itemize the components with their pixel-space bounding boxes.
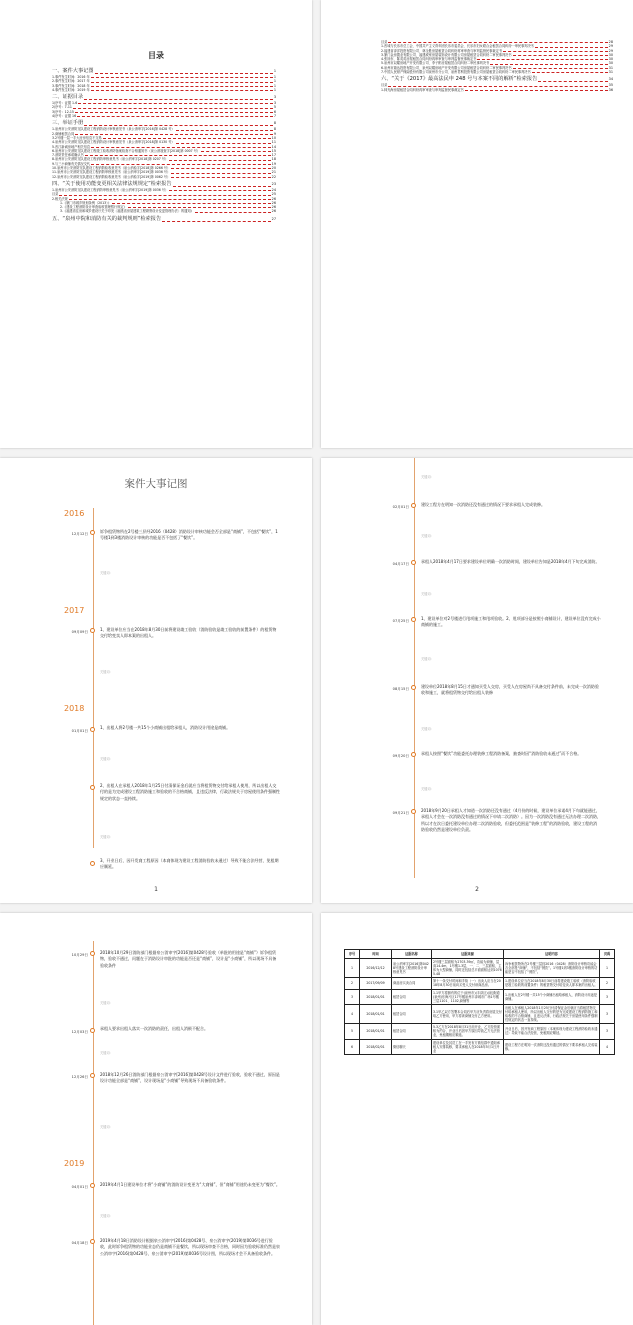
toc-page-number: 1: [273, 83, 276, 88]
keyword-note: 关键词:: [421, 534, 432, 538]
toc-entry-label: 一、案件大事记图: [52, 68, 94, 74]
toc-page-number: 31: [608, 70, 613, 75]
event-text: 承租人2018年4月17日要求建设单位明确一次消防时间，建设单位告知是2018年4月下旬完成消防。: [421, 559, 600, 564]
toc-entry-label: 2.《建设工程消防设计审查验收管理暂行规定》: [60, 205, 127, 210]
event-date: 12月03日: [71, 1030, 88, 1034]
toc-item[interactable]: [381, 70, 613, 74]
toc-leader-dots: [91, 90, 273, 91]
event-text: 承租人要求出租人落实一次消防的责任，出租人消极不配合。: [100, 1026, 208, 1031]
event-date: 04月01日: [71, 1185, 88, 1189]
timeline-page-3: [0, 913, 312, 1325]
table-row: [345, 1004, 615, 1023]
table-cell-name: 商品房买卖合同: [392, 978, 432, 989]
toc-section[interactable]: [52, 68, 276, 75]
toc-leader-dots: [477, 59, 607, 60]
toc-entry-label: 7.中国人民财产保险股份有限公司泉州市分公司、泉州君利投资有限公司房屋租赁合同纠纷二审民事判决书: [381, 70, 531, 75]
toc-leader-dots: [535, 47, 608, 48]
table-cell-content: 诉争租赁物所在2号楼三层经2016（0428）消防设计审核功能会否全部是“商铺”，不包括“餐饮”。1号楼1到3楼消防设计审核的功能是否不包括了“餐饮”。: [504, 959, 600, 978]
table-cell-content: 建设工程方在明知一次消防还没有通过的情况下要求承租人完成装修。: [504, 1039, 600, 1054]
table-cell-content: 开业日后，因开发商工程原因（本案体现为建设工程消防验收未通过）导致不能合法经营，免租期应顺延。: [504, 1024, 600, 1039]
toc-entry-label: 11.泉州市公安消防支队建设工程消防审核意见书（泉公消审字[2019]第 0036 号）: [52, 170, 171, 175]
table-row: [345, 959, 615, 978]
keyword-note: 关键词:: [421, 727, 432, 731]
toc-leader-dots: [73, 108, 273, 109]
event-date: 07月25日: [392, 619, 409, 623]
event-date: 09月20日: [392, 754, 409, 758]
table-cell-time: 2018/01/01: [360, 1004, 392, 1023]
timeline-dot: [90, 861, 95, 866]
column-header: 时间: [360, 950, 392, 959]
toc-entry-label: 二、证据目录: [52, 94, 84, 101]
table-row: [345, 978, 615, 989]
event-text: 2018年9月20日承租人才知道一次消防还没有通过（4月份的时候，建设单位承诺4月下旬就能通过，承租人才会在一次消防没有通过的情况下申请二次消防）。因为一次消防没有通过无法办理二次消防，所以才在次日委托建设单位办理二次消防验收，但委托范围是“装修工程”的消防验收，建设工程的消防验收仍然是建设单位负责。: [421, 808, 601, 832]
toc-leader-dots: [75, 112, 273, 113]
page-number: 1: [154, 886, 158, 893]
table-cell-source: 1.1甲方将拥有的位于(泉州市)(丰泽区)(泉]街道(泉州)东海片区17号楼泉州丰泽城市广场1号楼三层1101、1102,商铺等: [432, 989, 504, 1004]
timeline-dot: [411, 809, 416, 814]
keyword-note: 关键词:: [100, 1214, 111, 1218]
toc-leader-dots: [388, 86, 607, 87]
toc-page-number: 8: [273, 121, 276, 126]
year-2017: 2017: [64, 606, 85, 615]
event-text: 2018年12月26日消防部门根据泉公消审字[2016]第0428号设计文件进行验收，验收不通过，原因是设计功能全部是“商铺”，设计现场是“小商铺”导致现场不具备验收条件。: [100, 1072, 280, 1084]
timeline-page-2: [321, 458, 633, 903]
event-text: 3、开业日后，因开发商工程原因（本商体现为建设工程消防验收未通过）导致不能合法经营，免租期应顺延。: [100, 858, 279, 870]
event-text: 1、出租人将2号楼一共15个小商铺出租给承租人，消防设计用途是商铺。: [100, 725, 231, 730]
table-cell-content: 1.出租人在2号楼一共15个小商铺出租给承租人，消防设计用途是商铺。: [504, 989, 600, 1004]
timeline-dot: [411, 503, 416, 508]
toc-entry-label: 4.张扬东、陈英英房屋租赁合同纠纷再审审查与审判监督民事裁定书: [381, 57, 477, 62]
toc-leader-dots: [513, 55, 608, 56]
column-header: 证明内容: [504, 950, 600, 959]
toc-entry-label: 3.《福建省住房和城乡建设厅关于印发〈福建省房屋建筑工程勘察设计变更管理办法〉的通知》: [60, 209, 194, 214]
toc-entry-label: 3.2号楼一层一手大房房信息不交易: [52, 135, 102, 140]
toc-entry-label: 3.厦门金房置业有限公司、福建威家房屋装饰设计有限公司房屋租赁合同纠纷二审民事判决书: [381, 52, 512, 57]
toc-page-number: 22: [271, 174, 276, 179]
toc-leader-dots: [513, 68, 608, 69]
toc-leader-dots: [91, 77, 273, 78]
toc-leader-dots: [171, 168, 270, 169]
table-cell-no: 5: [345, 1024, 360, 1039]
toc-leader-dots: [176, 130, 273, 131]
toc-leader-dots: [490, 64, 607, 65]
toc-title: 目录: [148, 51, 164, 60]
table-cell-source: 建设单位及其员工在一手发布方微信群中通知承租人安排装修，要求承租人在2018年5月1日开业: [432, 1039, 504, 1054]
toc-page-number: 20: [271, 166, 276, 171]
table-cell-source: 2号楼三层面积为2703.39㎡，功能为商铺，层高14.4m，1号楼1-3层，一、二、三层面积，主体为大型商铺，同时还包括总平面面积达到10765.48: [433, 960, 502, 977]
toc-entry-label: 目录: [381, 40, 388, 44]
toc-entry-label: 1.《厦门市城乡规划条例（2013）》: [60, 200, 111, 205]
year-2019: 2019: [64, 1159, 85, 1168]
toc-page-number: 11: [271, 140, 276, 145]
toc-leader-dots: [171, 173, 270, 174]
table-cell-time: 2017/09/09: [360, 978, 392, 989]
toc-leader-dots: [465, 90, 608, 91]
timeline-title: 案件大事记图: [124, 478, 188, 490]
toc-leader-dots: [91, 86, 273, 87]
table-cell-source: 5.3乙方在2018年8月31日前开业，乙方经营面积为约合，开业日后因甲方原因导致乙方无法营业，免租期相应顺延。: [432, 1024, 504, 1039]
table-cell-source: 3.1甲乙双方签署本合同后甲方应负责将房屋交付给乙方使用，甲方将该商铺交付乙方使用。: [432, 1004, 504, 1023]
event-date: 04月17日: [392, 562, 409, 566]
toc-section[interactable]: [52, 94, 276, 101]
toc-page-number: 1: [273, 79, 276, 84]
toc-page-number: 14: [271, 144, 276, 149]
timeline-dot: [90, 1073, 95, 1078]
toc-leader-dots: [538, 81, 607, 82]
toc-entry-label: 2.事件发生时间：2017 年: [52, 79, 90, 84]
table-cell-no: 1: [345, 959, 360, 978]
toc-leader-dots: [75, 134, 273, 135]
toc-page-number: 30: [608, 52, 613, 57]
toc-entry-label: 四、“关于使用功能变更相关法律法规规定”检索报告: [52, 180, 172, 187]
toc-page-number: 26: [271, 205, 276, 210]
toc-page-number: 1: [273, 75, 276, 79]
toc-entry-label: 4/序号：证据 16: [52, 114, 77, 119]
toc-leader-dots: [91, 82, 273, 83]
toc-entry-label: 3.事件发生时间：2018 年: [52, 83, 90, 88]
timeline-page-1: [0, 458, 312, 903]
keyword-note: 关键词:: [421, 475, 432, 479]
event-text: 承租人按照“餐饮”功能委托办理装修工程消防备案，抽查时因“消防验收未通过”而不合格。: [421, 751, 582, 756]
keyword-note: 关键词:: [421, 657, 432, 661]
keyword-note: 关键词:: [100, 1125, 111, 1129]
toc-page-number: 26: [271, 200, 276, 205]
toc-list: [52, 66, 276, 223]
toc-entry-label: 7.消防责任承诺确认书: [52, 153, 84, 158]
toc-page-number: 24: [271, 187, 276, 192]
timeline-dot: [90, 727, 95, 732]
toc-page-number: 8: [273, 127, 276, 132]
toc-entry-label: 1.泉州市公安消防支队建设工程消防设计审核意见书（泉公消审字[2016]第 0428 号）: [52, 127, 175, 132]
table-cell-no: 6: [345, 1039, 360, 1054]
timeline-dot: [90, 1239, 95, 1244]
toc-page-number: 21: [271, 170, 276, 175]
table-cell-page: 1: [600, 959, 615, 978]
timeline-axis: [414, 458, 415, 878]
toc-page-2: [321, 0, 633, 448]
toc-leader-dots: [195, 212, 271, 213]
toc-leader-dots: [162, 221, 271, 222]
timeline-dot: [90, 951, 95, 956]
toc-page-number: 29: [608, 48, 613, 53]
toc-page-number: 31: [608, 65, 613, 70]
toc-section[interactable]: [52, 181, 276, 188]
toc-page-number: 3: [273, 101, 276, 106]
toc-entry-label: 3/序号：12-15: [52, 109, 74, 114]
table-cell-name: 微信聊天: [392, 1039, 432, 1054]
toc-leader-dots: [532, 72, 608, 73]
keyword-note: 关键词:: [100, 1051, 111, 1055]
toc-entry-label: 1/序号：证据 1-6: [52, 101, 78, 106]
toc-leader-dots: [91, 164, 271, 165]
table-cell-content: 1.建设单位应当在2018年8月30日前将建设竣工验收（消防验收是竣工验收的前置条件）的租赁物交付给变卖人即本案的出租人。: [504, 978, 600, 989]
table-cell-page: 3: [600, 1004, 615, 1023]
keyword-note: 关键词:: [100, 757, 111, 761]
timeline-dot: [90, 628, 95, 633]
table-cell-time: 2018/01/01: [360, 1024, 392, 1039]
toc-leader-dots: [169, 190, 270, 191]
event-text: 1、建设单位应当在2018年8月30日前将建设竣工验收（消防验收是竣工验收的前置条件）的租赁物交付给变卖人即本案的出租人。: [100, 627, 277, 639]
event-text: 建设单位2018年8月15日才通知买受人交房，买受人在房屋尚不具备交付条件前，未完成一次消防验收和施工，就将租赁物交付给出租人装修: [421, 684, 599, 696]
keyword-note: 关键词:: [100, 571, 111, 575]
keyword-note: 关键词:: [421, 592, 432, 596]
toc-entry-label: 六、“关于《2017》最高法民申 248 号与本案不同的解析”检索报告: [381, 76, 538, 83]
toc-page-number: 34: [608, 77, 613, 82]
event-text: 诉争租赁物所在2号楼三层经2016（0428）消防设计审核功能会否全部是“商铺”，不包括“餐饮”，1号楼1到3楼消防设计审核的功能是否不包括了“餐饮”。: [100, 529, 278, 541]
toc-leader-dots: [503, 51, 608, 52]
toc-entry-label: 6.泉州市公安消防支队建设工程竣工验收消防备案检查不合格通知书（泉公消竣查字[2018]第 0007 号）: [52, 148, 201, 153]
toc-page-number: 1: [273, 69, 276, 73]
table-cell-name: 租赁合同: [392, 1024, 432, 1039]
toc-entry-label: 4.事件发生时间：2019 年: [52, 87, 90, 92]
table-cell-content: 出租人在承租人2018年1月25日付清保证金后就应当将租赁物交付给承租人使用，所以出租人交付的是为完成建设工程消防施工和验收的不合格商铺，且违反法律，行政法规关于房屋使用条件强制性规定的状态一直持续。: [504, 1004, 600, 1023]
toc-leader-dots: [176, 143, 271, 144]
toc-item[interactable]: [52, 209, 276, 213]
year-2016: 2016: [64, 509, 85, 518]
toc-entry-label: 目录: [381, 83, 388, 88]
table-row: [345, 989, 615, 1004]
toc-entry-label: 2.相关法规: [52, 196, 68, 201]
table-cell-no: 3: [345, 989, 360, 1004]
toc-page-number: 30: [608, 61, 613, 66]
toc-item[interactable]: [52, 114, 276, 118]
table-cell-page: 2: [600, 978, 615, 989]
toc-page-number: 29: [608, 44, 613, 49]
toc-entry-label: 三、举证手册: [52, 120, 84, 127]
table-cell-time: 2016/12/12: [360, 959, 392, 978]
toc-page-number: 5: [273, 105, 276, 110]
table-cell-page: 4: [600, 1039, 615, 1054]
toc-page-number: 23: [271, 181, 276, 186]
toc-page-number: 9: [273, 131, 276, 136]
toc-entry-label: 12.泉州市公安消防支队建设工程消防验收意见书（泉公消验字[2019]第 0062 号）: [52, 174, 171, 179]
column-header: 页码: [600, 950, 615, 959]
timeline-dot: [90, 1183, 95, 1188]
toc-leader-dots: [77, 116, 273, 117]
page-number: 2: [475, 886, 479, 893]
toc-section[interactable]: [381, 76, 613, 83]
column-header: 证据来源: [432, 950, 504, 959]
toc-leader-dots: [95, 73, 273, 74]
event-date: 12月12日: [71, 532, 88, 536]
toc-leader-dots: [59, 195, 270, 196]
toc-leader-dots: [78, 103, 273, 104]
toc-entry-label: 4.泉州市公安消防支队建设工程消防设计审核意见书（泉公消审字[2018]第 0130 号）: [52, 140, 175, 145]
event-date: 12月26日: [71, 1075, 88, 1079]
toc-page-number: 36: [608, 87, 613, 92]
toc-entry-label: 1.晋城与长乐市总工会、中国共产主义青年团长乐市委员会、长乐市妇女联合会租赁合同纠纷一审民事判决书: [381, 44, 534, 49]
keyword-note: 关键词:: [100, 1001, 111, 1005]
toc-page-number: 19: [271, 161, 276, 166]
toc-item[interactable]: [52, 88, 276, 92]
toc-leader-dots: [201, 151, 271, 152]
table-cell-source: 第十一条交付时间和手续（一）出卖人应当在2018年8月30日前向买受人交付该商品房。: [432, 978, 504, 989]
timeline-dot: [411, 752, 416, 757]
event-date: 04月18日: [71, 1241, 88, 1245]
toc-entry-label: 9.与三小商铺有关情况交代: [52, 161, 91, 166]
keyword-note: 关键词:: [100, 835, 111, 839]
toc-entry-label: 1.事件发生时间：2016 年: [52, 75, 90, 79]
toc-entry-label: 10.泉州市公安消防支队建设工程消防验收意见书（泉公消验字[2018]第 0266 号）: [52, 166, 171, 171]
evidence-table: [344, 949, 615, 1055]
event-date: 09月21日: [392, 811, 409, 815]
timeline-dot: [411, 617, 416, 622]
toc-entry-label: 8.泉州市公安消防支队建设工程消防审核意见书（泉公消审字[2018]第 0207 号）: [52, 157, 169, 162]
toc-entry-label: 目录: [52, 192, 59, 197]
toc-page-number: 15: [271, 148, 276, 153]
column-header: 证据名称: [392, 950, 432, 959]
toc-page-number: 25: [271, 192, 276, 197]
event-text: 1、建设单位对2号楼进行甩项施工和甩项验收。2、甩项部分是按照小商铺设计，建设单位没有完成小商铺的施工。: [421, 616, 601, 628]
toc-entry-label: 2.商铺租赁合同: [52, 131, 75, 136]
toc-page-number: 10: [271, 135, 276, 140]
toc-page-1: [0, 0, 312, 448]
table-cell-page: 3: [600, 989, 615, 1004]
table-cell-no: 4: [345, 1004, 360, 1023]
toc-leader-dots: [169, 160, 270, 161]
toc-entry-label: 6.泉州市瑞达投资有限公司、泉州双耀房地产开发有限公司房屋租赁合同纠纷二审民事判决书: [381, 65, 512, 70]
timeline-axis: [93, 508, 94, 848]
event-text: 建设工程方在明知一次消防还没有通过的情况下要求承租人完成装修。: [421, 502, 545, 507]
toc-entry-label: 2.福建省泽洋投资有限公司、林全胜房屋租赁合同纠纷再审审查与审判监督民事裁定书: [381, 48, 502, 53]
event-text: 2、出租人在承租人2018年1月25日付清保证金后就应当将租赁物交付给承租人使用，所以出租人交付的是为完成建设工程消防施工和验收的不合格商铺，且违反法律，行政法规关于房屋使用条件强制性规定的状态一直持续。: [100, 783, 280, 801]
toc-entry-label: 1.林光海房屋租赁合同纠纷再审审查与审判监督民事裁定书: [381, 87, 464, 92]
toc-page-number: 18: [271, 157, 276, 162]
toc-section[interactable]: [52, 216, 276, 223]
toc-page-number: 6: [273, 109, 276, 114]
toc-page-number: 3: [273, 95, 276, 100]
toc-page-number: 28: [608, 40, 613, 44]
timeline-dot: [90, 785, 95, 790]
toc-entry-label: 1.泉州市公安消防支队建设工程消防审核意见书（泉公消审字[2019]第 0036 号）: [52, 187, 169, 192]
toc-page-number: 26: [271, 196, 276, 201]
timeline-axis: [93, 941, 94, 1325]
timeline-dot: [90, 1028, 95, 1033]
toc-leader-dots: [112, 203, 271, 204]
toc-list-continued: [381, 40, 613, 92]
toc-page-number: 7: [273, 114, 276, 119]
timeline-dot: [90, 530, 95, 535]
toc-page-number: 26: [271, 209, 276, 214]
event-text: 2018年10月29日消防部门根据泉公消审字[2016]第0428号验收（单批的用途是“商铺”）诉争租赁物，验收不通过，问题在于消防设计审批的功能是否还是“商铺”，设计是“小商铺”，所以现场不具备验收条件: [100, 950, 277, 968]
toc-page-number: 30: [608, 57, 613, 62]
toc-leader-dots: [171, 177, 270, 178]
event-date: 02月01日: [392, 505, 409, 509]
table-header-row: [345, 950, 615, 959]
toc-leader-dots: [91, 147, 271, 148]
table-cell-no: 2: [345, 978, 360, 989]
toc-item[interactable]: [381, 88, 613, 92]
toc-page-number: 27: [271, 216, 276, 221]
year-2018: 2018: [64, 704, 85, 713]
toc-page-number: 1: [273, 87, 276, 92]
table-cell-name: 租赁合同: [392, 1004, 432, 1023]
keyword-note: 关键词:: [100, 670, 111, 674]
toc-entry-label: 五、“泉州中院和消防有关的裁判规则”检索报告: [52, 215, 162, 222]
toc-leader-dots: [173, 186, 271, 187]
event-text: 2019年4月1日建设单位才将“小商铺”的消防设计变更为“大商铺”，但“商铺”用途仍未变更为“餐饮”。: [100, 1182, 280, 1187]
timeline-dot: [411, 560, 416, 565]
event-date: 10月29日: [71, 953, 88, 957]
toc-page-number: 35: [608, 83, 613, 88]
toc-item[interactable]: [52, 175, 276, 179]
timeline-dot: [411, 685, 416, 690]
table-row: [345, 1024, 615, 1039]
event-date: 09月09日: [71, 630, 88, 634]
event-date: 01月01日: [71, 729, 88, 733]
table-cell-time: 2018/01/01: [360, 989, 392, 1004]
toc-leader-dots: [84, 99, 273, 100]
toc-entry-label: 5.泉州市双耀房地产开发有限公司、李子彬房屋租赁合同纠纷二审民事判决书: [381, 61, 490, 66]
table-cell-time: 2018/02/01: [360, 1039, 392, 1054]
toc-leader-dots: [69, 199, 271, 200]
event-date: 08月15日: [392, 687, 409, 691]
table-cell-name: 泉公消审字[2016]第0428号建设工程消防设计审核意见书: [392, 959, 432, 978]
column-header: 序号: [345, 950, 360, 959]
table-cell-page: 3: [600, 1024, 615, 1039]
table-row: [345, 1039, 615, 1054]
event-text: 2019年4月18日消防设计根据泉公消审字(2016)第0428号、泉公消审字(2019)第0036号进行验收，此时诉争租赁物的功能业态仍是商铺不是餐饮，所以现场审查不合格，同时因为验收标准仍然是泉公消审字(2016)第0428号、泉公消审字(2019)第0036号设计图，所以现场才会不具备验收条件。: [100, 1238, 280, 1256]
keyword-note: 关键词:: [421, 787, 432, 791]
toc-page-number: 17: [271, 153, 276, 158]
toc-entry-label: 5.晋江新诚房地产相关信息: [52, 144, 91, 149]
toc-entry-label: 2/序号：7-11: [52, 105, 72, 110]
table-cell-name: 租赁合同: [392, 989, 432, 1004]
